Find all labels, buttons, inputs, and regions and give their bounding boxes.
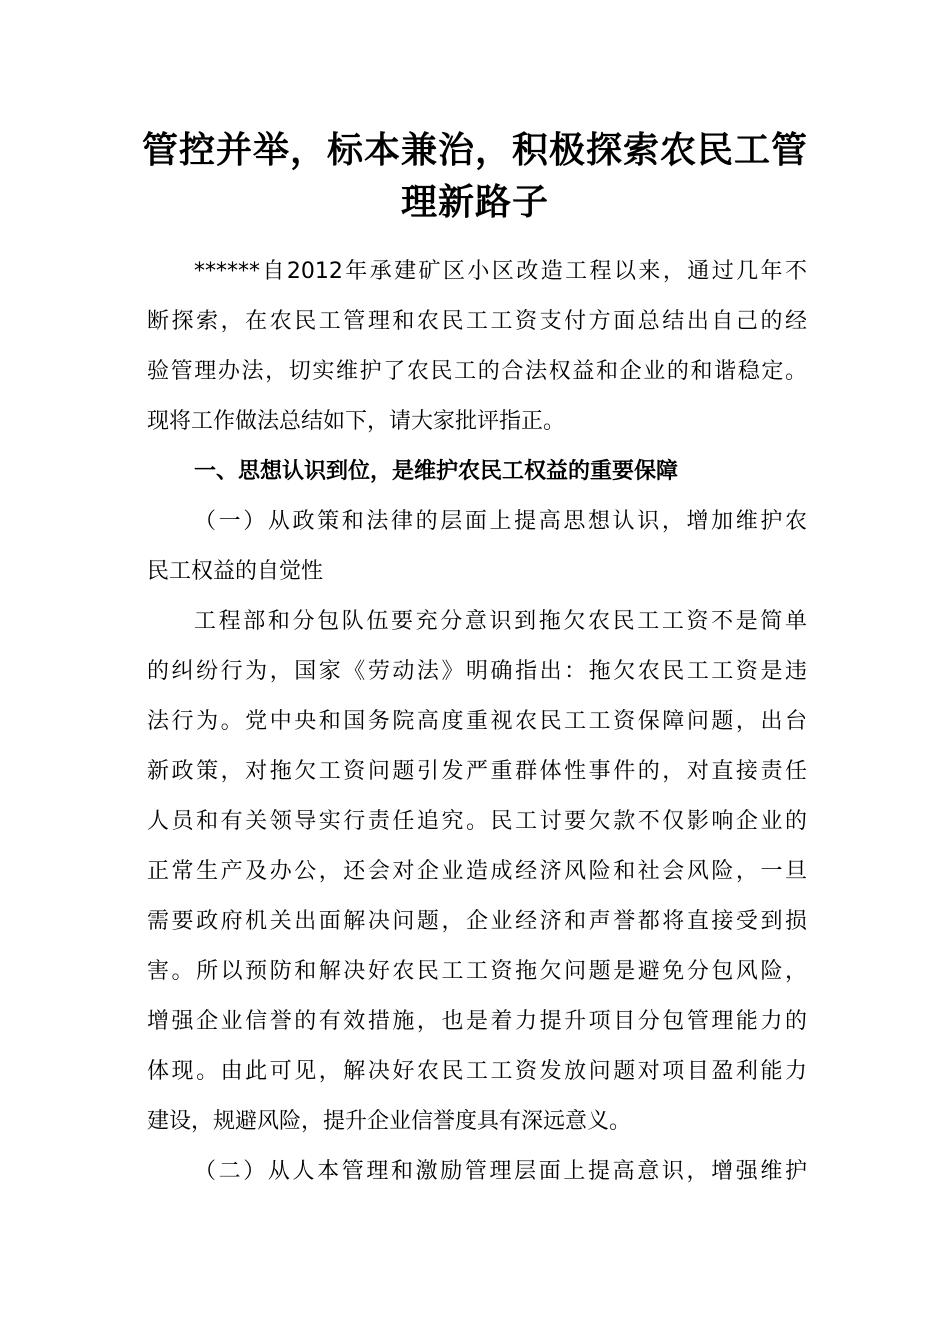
paragraph-line: ******自2012年承建矿区小区改造工程以来，通过几年不	[194, 259, 807, 284]
document-title-line-1: 管控并举，标本兼治，积极探索农民工管	[141, 129, 808, 171]
paragraph-line: 验管理办法，切实维护了农民工的合法权益和企业的和谐稳定。	[147, 359, 807, 384]
paragraph-line: 需要政府机关出面解决问题，企业经济和声誉都将直接受到损	[147, 909, 807, 934]
paragraph-line: 人员和有关领导实行责任追究。民工讨要欠款不仅影响企业的	[147, 809, 807, 834]
paragraph-line: 工程部和分包队伍要充分意识到拖欠农民工工资不是简单	[194, 609, 807, 634]
subsection-heading-line: 民工权益的自觉性	[147, 559, 324, 584]
section-heading: 一、思想认识到位，是维护农民工权益的重要保障	[194, 459, 679, 484]
subsection-heading-line: （一）从政策和法律的层面上提高思想认识，增加维护农	[194, 509, 807, 534]
paragraph-line: 建设，规避风险，提升企业信誉度具有深远意义。	[147, 1109, 632, 1134]
subsection-heading-line: （二）从人本管理和激励管理层面上提高意识，增强维护	[194, 1159, 807, 1184]
paragraph-line: 断探索，在农民工管理和农民工工资支付方面总结出自己的经	[147, 309, 807, 334]
paragraph-line: 增强企业信誉的有效措施，也是着力提升项目分包管理能力的	[147, 1009, 807, 1034]
paragraph-line: 法行为。党中央和国务院高度重视农民工工资保障问题，出台	[147, 709, 807, 734]
document-title-line-2: 理新路子	[400, 181, 549, 223]
paragraph-line: 体现。由此可见，解决好农民工工资发放问题对项目盈利能力	[147, 1059, 807, 1084]
paragraph-line: 新政策，对拖欠工资问题引发严重群体性事件的，对直接责任	[147, 759, 807, 784]
paragraph-line: 现将工作做法总结如下，请大家批评指正。	[147, 409, 566, 434]
paragraph-line: 正常生产及办公，还会对企业造成经济风险和社会风险，一旦	[147, 859, 807, 884]
paragraph-line: 的纠纷行为，国家《劳动法》明确指出：拖欠农民工工资是违	[147, 659, 807, 684]
paragraph-line: 害。所以预防和解决好农民工工资拖欠问题是避免分包风险，	[147, 959, 807, 984]
